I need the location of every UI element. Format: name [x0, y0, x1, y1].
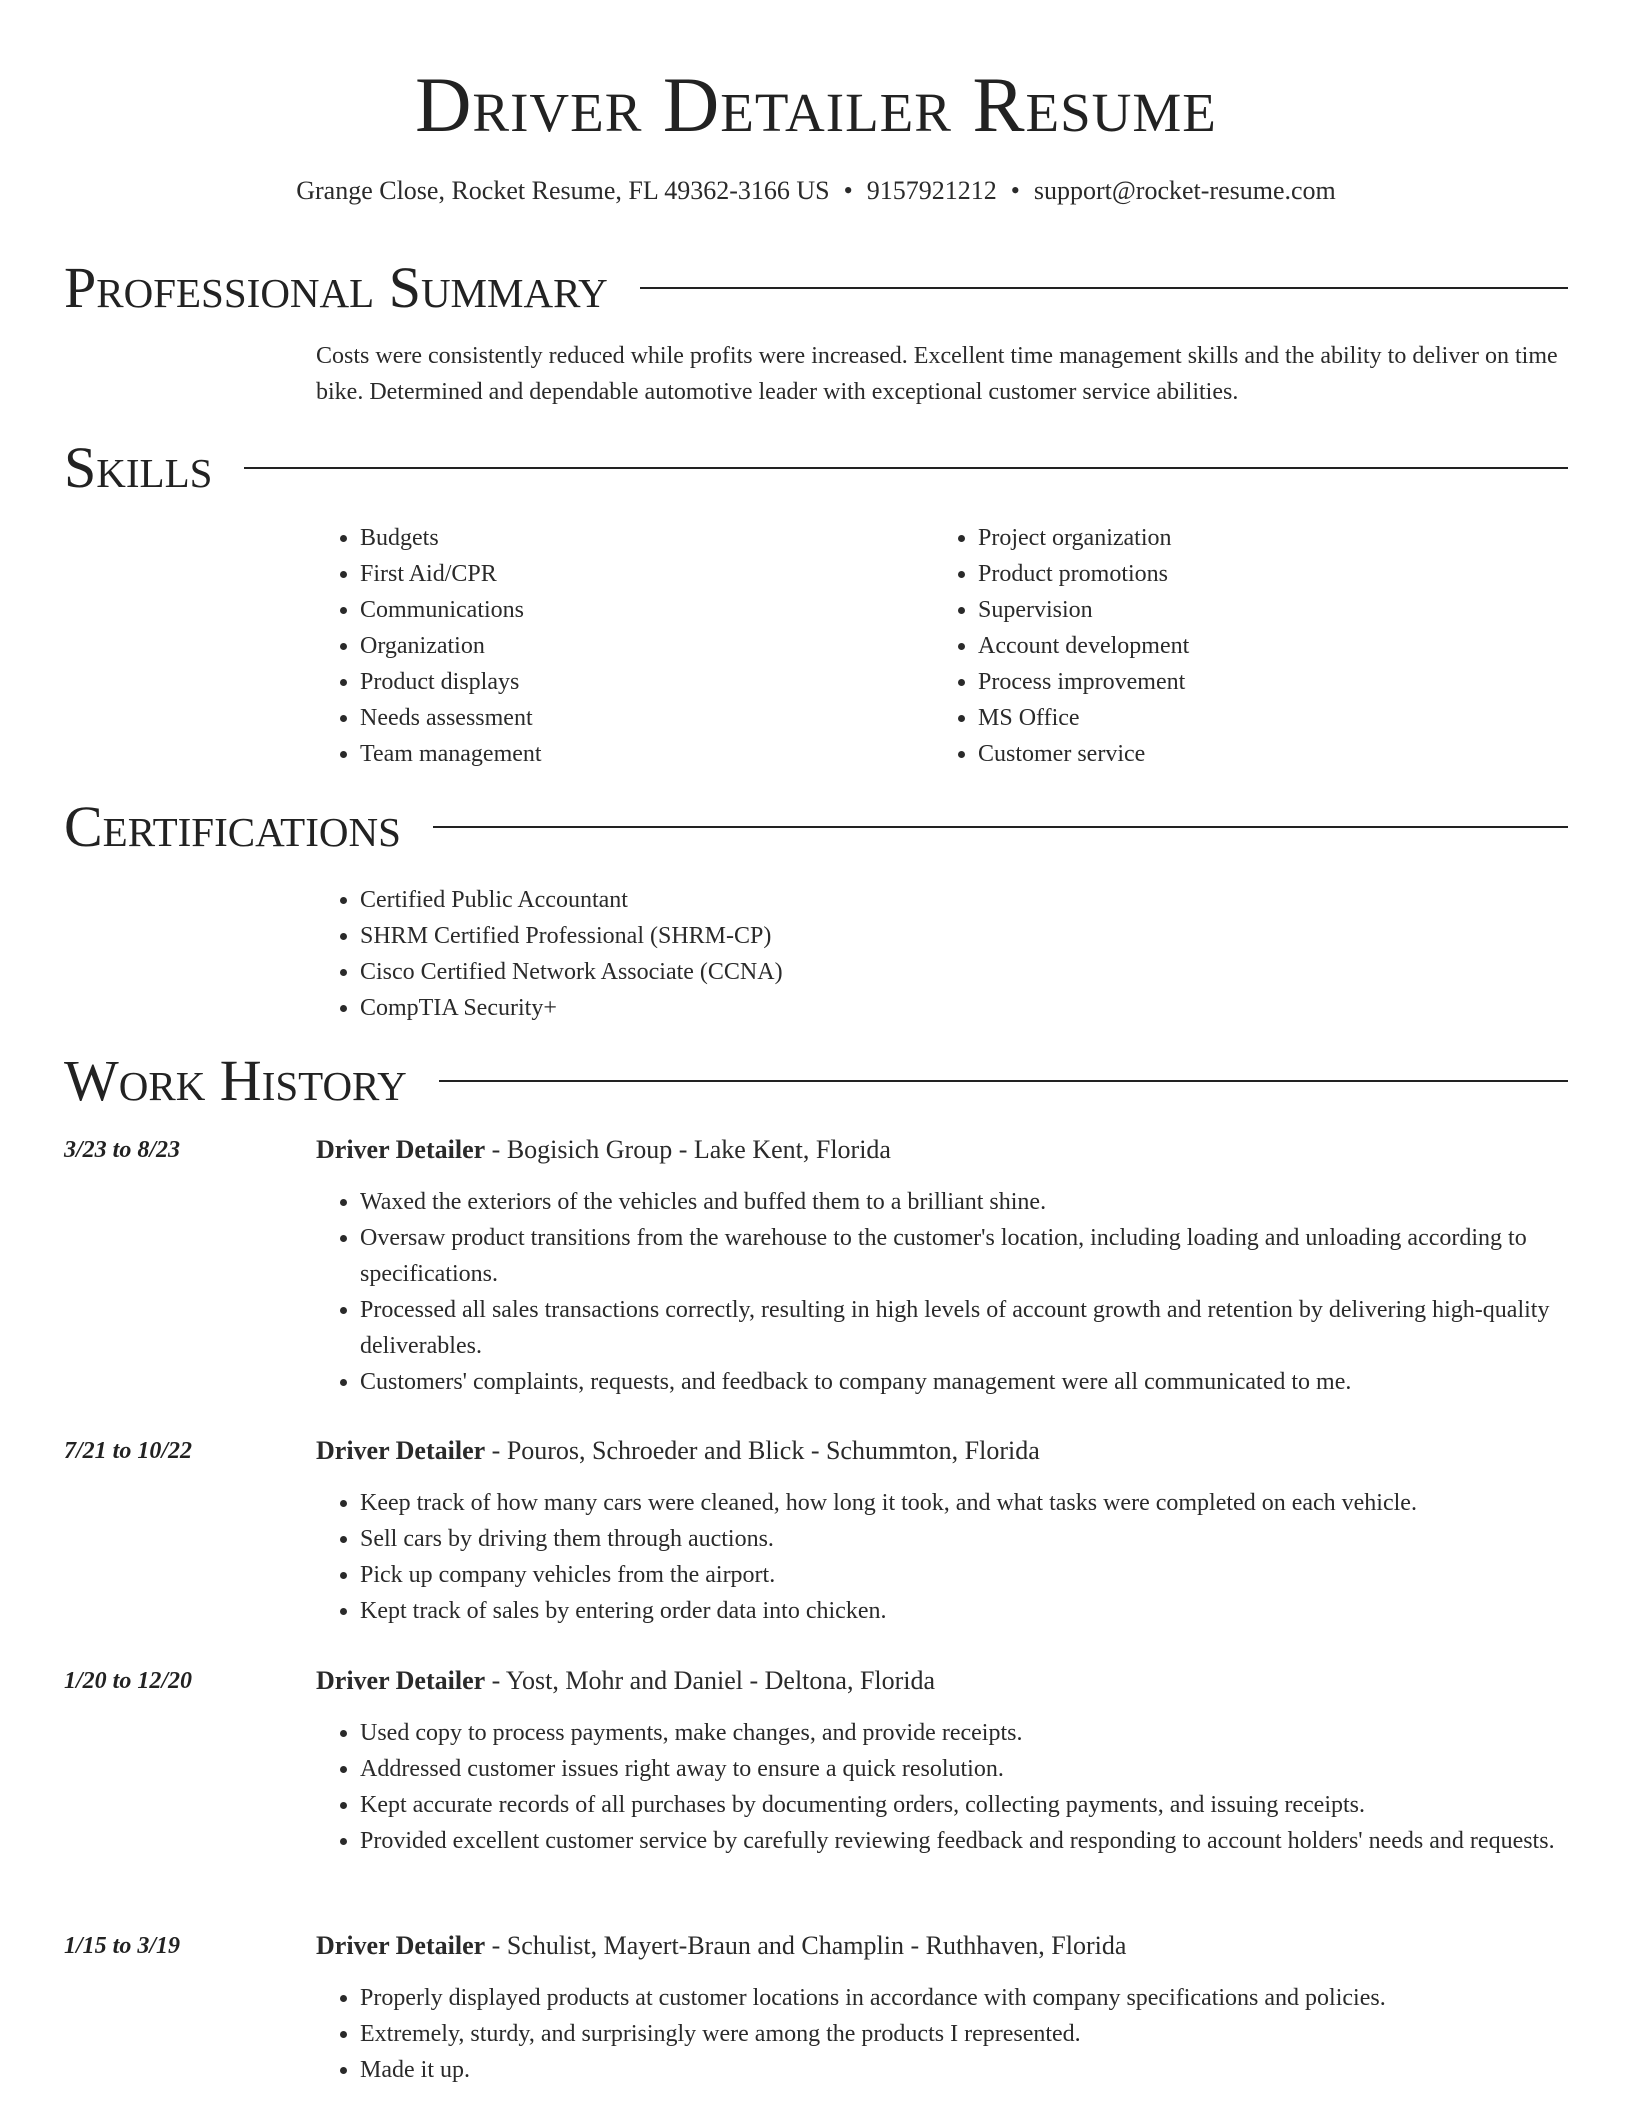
skill-item: • Account development [978, 628, 1494, 664]
skill-item: • First Aid/CPR [360, 556, 876, 592]
job-duties [316, 1485, 1568, 1629]
job-title-line [316, 1928, 1568, 1964]
job-date: 7/21 to 10/22 [64, 1438, 193, 1464]
certification-item: • SHRM Certified Professional (SHRM-CP) [360, 918, 1516, 954]
job-duty-item: • Properly displayed products at customer locations in accordance with company specifications and policies. [360, 1980, 1568, 2016]
skill-item: • Needs assessment [360, 700, 876, 736]
summary-text: Costs were consistently reduced while profits were increased. Excellent time management skills and the ability to deliver on time bike. Determined and dependable automotive leader with exceptional customer service abilities. [316, 343, 1558, 405]
contact-separator: • [1010, 176, 1020, 205]
job-role: Driver Detailer [316, 1135, 486, 1164]
certification-item: • Cisco Certified Network Associate (CCNA) [360, 954, 1516, 990]
job-duties-list [316, 1715, 1568, 1859]
job-duty-item: • Addressed customer issues right away to ensure a quick resolution. [360, 1751, 1568, 1787]
job-date: 1/15 to 3/19 [64, 1933, 181, 1959]
job-duty-item: • Sell cars by driving them through auctions. [360, 1521, 1568, 1557]
work-heading: Work History [64, 1048, 407, 1113]
skill-item: • MS Office [978, 700, 1494, 736]
certifications-list [316, 882, 1516, 1026]
skills-list-right [934, 520, 1494, 772]
skills-heading: Skills [64, 435, 213, 500]
skill-item: • Organization [360, 628, 876, 664]
job-duty-item: • Waxed the exteriors of the vehicles and buffed them to a brilliant shine. [360, 1184, 1568, 1220]
job-duties-list [316, 1184, 1568, 1400]
skill-item: • Product promotions [978, 556, 1494, 592]
skill-item: • Customer service [978, 736, 1494, 772]
job-duty-item: • Extremely, sturdy, and surprisingly were among the products I represented. [360, 2016, 1568, 2052]
job-duty-item: • Keep track of how many cars were cleaned, how long it took, and what tasks were completed on each vehicle. [360, 1485, 1568, 1521]
job-role: Driver Detailer [316, 1436, 486, 1465]
skill-item: • Product displays [360, 664, 876, 700]
skill-item: • Budgets [360, 520, 876, 556]
job-duties-list [316, 1485, 1568, 1629]
skill-item: • Project organization [978, 520, 1494, 556]
contact-line [0, 175, 1632, 207]
resume-title: Driver Detailer Resume [415, 61, 1217, 148]
job-duties [316, 1715, 1568, 1859]
contact-email[interactable]: support@rocket-resume.com [1033, 176, 1336, 205]
job-duty-item: • Kept track of sales by entering order data into chicken. [360, 1593, 1568, 1629]
section-divider [433, 826, 1568, 828]
skills-list-left [316, 520, 876, 772]
job-title-line [316, 1663, 1568, 1699]
job-duties [316, 1184, 1568, 1400]
job-duty-item: • Kept accurate records of all purchases by documenting orders, collecting payments, and issuing receipts. [360, 1787, 1568, 1823]
job-employer: - Bogisich Group - Lake Kent, Florida [485, 1135, 891, 1164]
certifications-block [316, 882, 1516, 1026]
job-duty-item: • Customers' complaints, requests, and feedback to company management were all communicated to me. [360, 1364, 1568, 1400]
certifications-section-header [64, 794, 1568, 859]
contact-separator: • [843, 176, 853, 205]
skill-item: • Communications [360, 592, 876, 628]
contact-address: Grange Close, Rocket Resume, FL 49362-3166 US [296, 176, 830, 205]
job-title-line [316, 1132, 1568, 1168]
skill-item: • Supervision [978, 592, 1494, 628]
job-duty-item: • Pick up company vehicles from the airport. [360, 1557, 1568, 1593]
section-divider [244, 467, 1568, 469]
summary-section-header [64, 255, 1568, 320]
skills-right-column [934, 520, 1494, 772]
certification-item: • Certified Public Accountant [360, 882, 1516, 918]
job-duty-item: • Processed all sales transactions correctly, resulting in high levels of account growth and retention by delivering high-quality deliverables. [360, 1292, 1568, 1364]
section-divider [439, 1080, 1568, 1082]
job-duty-item: • Made it up. [360, 2052, 1568, 2088]
certifications-heading: Certifications [64, 794, 401, 859]
job-employer: - Schulist, Mayert-Braun and Champlin - Ruthhaven, Florida [485, 1931, 1127, 1960]
section-divider [640, 287, 1568, 289]
work-section-header [64, 1048, 1568, 1113]
job-employer: - Pouros, Schroeder and Blick - Schummton, Florida [485, 1436, 1040, 1465]
job-duties-list [316, 1980, 1568, 2088]
skills-left-column [316, 520, 876, 772]
skills-section-header [64, 435, 1568, 500]
job-title-line [316, 1433, 1568, 1469]
job-role: Driver Detailer [316, 1666, 486, 1695]
skill-item: • Process improvement [978, 664, 1494, 700]
job-date: 1/20 to 12/20 [64, 1668, 193, 1694]
job-duty-item: • Oversaw product transitions from the warehouse to the customer's location, including loading and unloading according to specifications. [360, 1220, 1568, 1292]
job-employer: - Yost, Mohr and Daniel - Deltona, Florida [485, 1666, 936, 1695]
skill-item: • Team management [360, 736, 876, 772]
contact-phone: 9157921212 [866, 176, 997, 205]
certification-item: • CompTIA Security+ [360, 990, 1516, 1026]
summary-heading: Professional Summary [64, 255, 608, 320]
job-date: 3/23 to 8/23 [64, 1137, 181, 1163]
job-duties [316, 1980, 1568, 2088]
job-duty-item: • Used copy to process payments, make changes, and provide receipts. [360, 1715, 1568, 1751]
job-duty-item: • Provided excellent customer service by carefully reviewing feedback and responding to account holders' needs and requests. [360, 1823, 1568, 1859]
job-role: Driver Detailer [316, 1931, 486, 1960]
